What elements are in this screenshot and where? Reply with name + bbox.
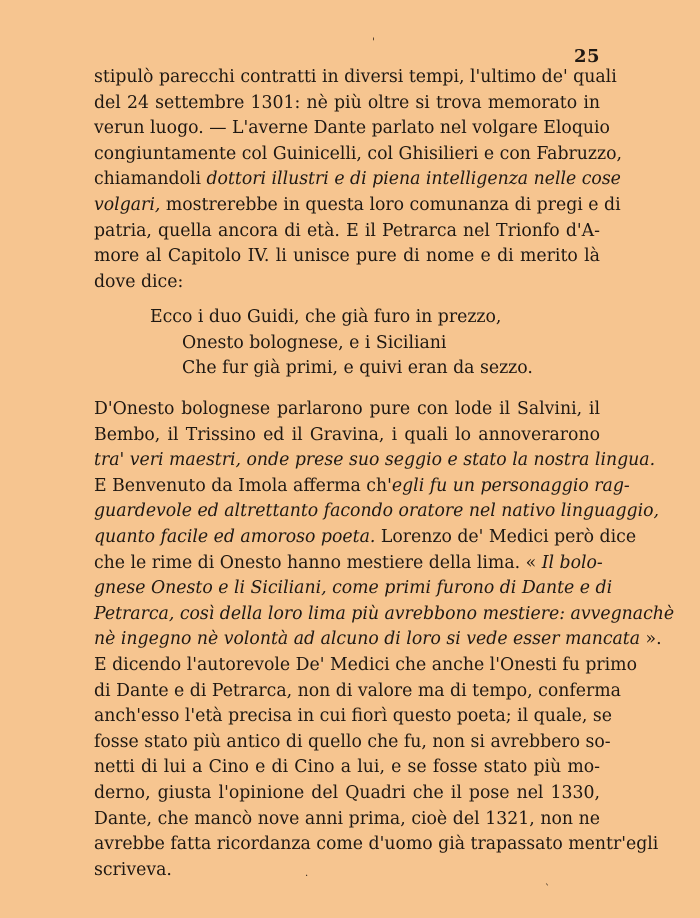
text-span: derno, giusta l'opinione del Quadri che il pose nel 1330, xyxy=(94,782,600,803)
text-line xyxy=(94,423,600,449)
print-speck: ' xyxy=(372,37,375,48)
text-line xyxy=(94,602,675,628)
text-line xyxy=(94,755,600,781)
italic-text: dottori illustri e di piena intelligenza nelle cose xyxy=(206,169,621,190)
text-span: che le rime di Onesto hanno mestiere della lima. « xyxy=(94,552,542,573)
text-span: mostrerebbe in questa loro comunanza di pregi e di xyxy=(160,194,621,215)
text-span: Dante, che mancò nove anni prima, cioè del 1321, non ne xyxy=(94,808,600,829)
text-line xyxy=(94,219,600,245)
text-span: di Dante e di Petrarca, non di valore ma di tempo, conferma xyxy=(94,680,621,701)
text-span: del 24 settembre 1301: nè più oltre si trova memorato in xyxy=(94,92,600,113)
text-span: D'Onesto bolognese parlarono pure con lode il Salvini, il xyxy=(94,399,600,419)
text-span: anch'esso l'età precisa in cui fiorì questo poeta; il quale, se xyxy=(94,706,612,727)
text-line xyxy=(94,781,600,807)
text-line xyxy=(94,142,623,168)
italic-text: quanto facile ed amoroso poeta. xyxy=(94,526,376,547)
text-line xyxy=(94,653,637,679)
text-line xyxy=(94,193,621,219)
verse-line: Che fur già primi, e quivi eran da sezzo. xyxy=(182,358,533,379)
italic-text: tra' veri maestri, onde prese suo seggio e stato la nostra lingua. xyxy=(94,450,656,471)
text-span: congiuntamente col Guinicelli, col Ghisilieri e con Fabruzzo, xyxy=(94,143,623,164)
text-line xyxy=(94,627,662,653)
italic-text: guardevole ed altrettanto facondo oratore nel nativo linguaggio, xyxy=(94,501,660,522)
paragraph-2 xyxy=(94,397,675,883)
text-span: scriveva. xyxy=(94,859,172,880)
text-line xyxy=(94,91,600,117)
text-span: patria, quella ancora di età. E il Petrarca nel Trionfo d'A- xyxy=(94,220,600,241)
text-span: stipulò parecchi contratti in diversi tempi, l'ultimo de' quali xyxy=(94,67,617,87)
text-line xyxy=(94,116,610,142)
text-span: Bembo, il Trissino ed il Gravina, i quali lo annoverarono xyxy=(94,424,600,445)
text-line xyxy=(94,397,600,423)
text-line xyxy=(94,167,621,193)
text-span: E Benvenuto da Imola afferma ch' xyxy=(94,475,392,496)
page-number: 25 xyxy=(573,46,600,67)
text-line xyxy=(94,832,659,858)
verse-line: Onesto bolognese, e i Siciliani xyxy=(182,332,447,353)
italic-text: Il bolo- xyxy=(541,552,603,573)
paragraph-1 xyxy=(94,65,623,295)
text-span: ». xyxy=(640,629,662,650)
text-line xyxy=(94,704,612,730)
italic-text: egli fu un personaggio rag- xyxy=(391,475,630,496)
print-speck: . xyxy=(305,868,309,879)
italic-text: nè ingegno nè volontà ad alcuno di loro si vede esser mancata xyxy=(94,629,641,650)
italic-text: Petrarca, così della loro lima più avrebbono mestiere: avvegnachè xyxy=(94,603,675,624)
text-line xyxy=(94,858,600,884)
text-line xyxy=(94,474,630,500)
text-line xyxy=(94,65,617,91)
text-span: verun luogo. — L'averne Dante parlato nel volgare Eloquio xyxy=(94,118,610,139)
text-line xyxy=(94,679,621,705)
text-span: more al Capitolo IV. li unisce pure di nome e di merito là xyxy=(94,246,600,267)
text-line xyxy=(94,525,637,551)
text-span: E dicendo l'autorevole De' Medici che anche l'Onesti fu primo xyxy=(94,654,637,675)
text-line xyxy=(94,807,600,833)
print-speck: ` xyxy=(545,884,550,895)
text-line xyxy=(94,730,611,756)
text-line xyxy=(94,576,613,602)
verse-line: Ecco i duo Guidi, che già furo in prezzo, xyxy=(150,307,502,327)
text-span: avrebbe fatta ricordanza come d'uomo già trapassato mentr'egli xyxy=(94,834,659,855)
text-span: dove dice: xyxy=(94,271,184,292)
text-line xyxy=(94,499,660,525)
text-span: netti di lui a Cino e di Cino a lui, e se fosse stato più mo- xyxy=(94,757,600,778)
verse-quotation xyxy=(150,305,533,382)
text-span: fosse stato più antico di quello che fu, non si avrebbero so- xyxy=(94,731,611,752)
italic-text: gnese Onesto e li Siciliani, come primi furono di Dante e di xyxy=(94,578,613,599)
text-line xyxy=(94,551,603,577)
text-span: chiamandoli xyxy=(94,169,207,190)
text-line xyxy=(94,270,600,296)
text-span: Lorenzo de' Medici però dice xyxy=(375,526,637,547)
text-line xyxy=(94,448,656,474)
italic-text: volgari, xyxy=(94,194,161,215)
text-line xyxy=(94,244,600,270)
